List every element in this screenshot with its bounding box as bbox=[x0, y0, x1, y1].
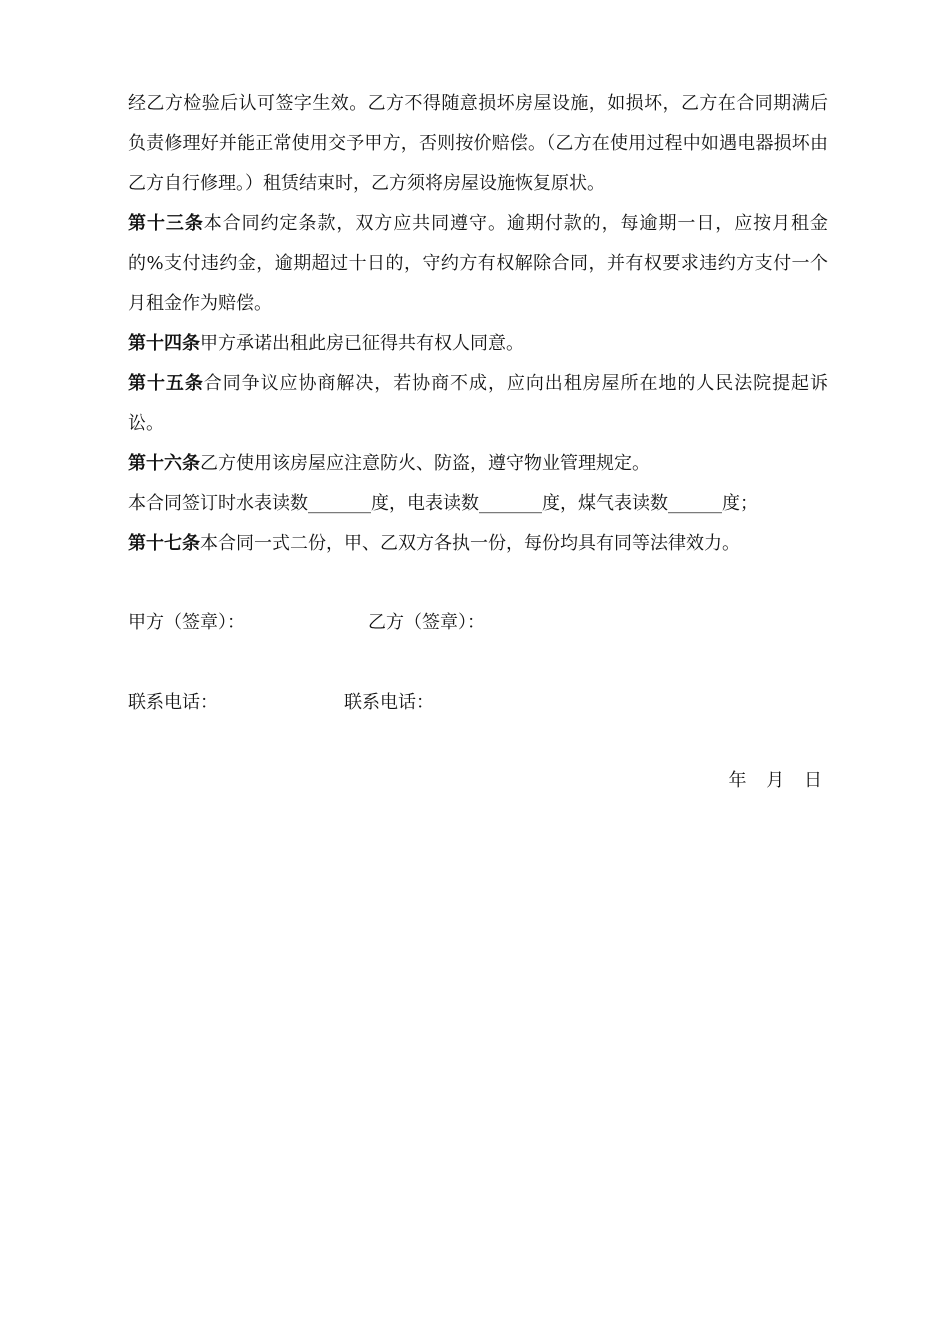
party-a-phone-label: 联系电话： bbox=[128, 692, 218, 713]
party-b-phone-label: 联系电话： bbox=[344, 692, 434, 713]
article-14-text: 甲方承诺出租此房已征得共有权人同意。 bbox=[200, 333, 524, 354]
article-17 bbox=[128, 524, 828, 564]
date-line bbox=[715, 768, 822, 794]
article-14 bbox=[128, 324, 828, 364]
article-13-label: 第十三条 bbox=[128, 213, 204, 234]
article-13-text: 本合同约定条款，双方应共同遵守。逾期付款的，每逾期一日，应按月租金的%支付违约金，逾期超过十日的，守约方有权解除合同，并有权要求违约方支付一个月租金作为赔偿。 bbox=[128, 213, 828, 314]
article-13 bbox=[128, 204, 828, 324]
date-month: 月 bbox=[766, 770, 785, 791]
date-day: 日 bbox=[804, 770, 822, 791]
paragraph-facility-clause: 经乙方检验后认可签字生效。乙方不得随意损坏房屋设施，如损坏，乙方在合同期满后负责修理好并能正常使用交予甲方，否则按价赔偿。（乙方在使用过程中如遇电器损坏由乙方自行修理。）租赁结束时，乙方须将房屋设施恢复原状。 bbox=[128, 93, 828, 194]
meter-readings: 本合同签订时水表读数_______度，电表读数_______度，煤气表读数______度； bbox=[128, 493, 758, 514]
article-17-text: 本合同一式二份，甲、乙双方各执一份，每份均具有同等法律效力。 bbox=[200, 533, 740, 554]
article-16-label: 第十六条 bbox=[128, 453, 200, 474]
party-a-signature-label: 甲方（签章）： bbox=[128, 612, 245, 633]
article-16-text: 乙方使用该房屋应注意防火、防盗，遵守物业管理规定。 bbox=[200, 453, 650, 474]
article-15 bbox=[128, 364, 828, 444]
article-15-label: 第十五条 bbox=[128, 373, 204, 394]
article-16 bbox=[128, 444, 828, 484]
article-15-text: 合同争议应协商解决，若协商不成，应向出租房屋所在地的人民法院提起诉讼。 bbox=[128, 373, 828, 434]
article-17-label: 第十七条 bbox=[128, 533, 200, 554]
contract-body bbox=[128, 84, 828, 564]
party-b-signature-label: 乙方（签章）： bbox=[368, 612, 485, 633]
article-14-label: 第十四条 bbox=[128, 333, 200, 354]
date-year: 年 bbox=[728, 770, 747, 791]
